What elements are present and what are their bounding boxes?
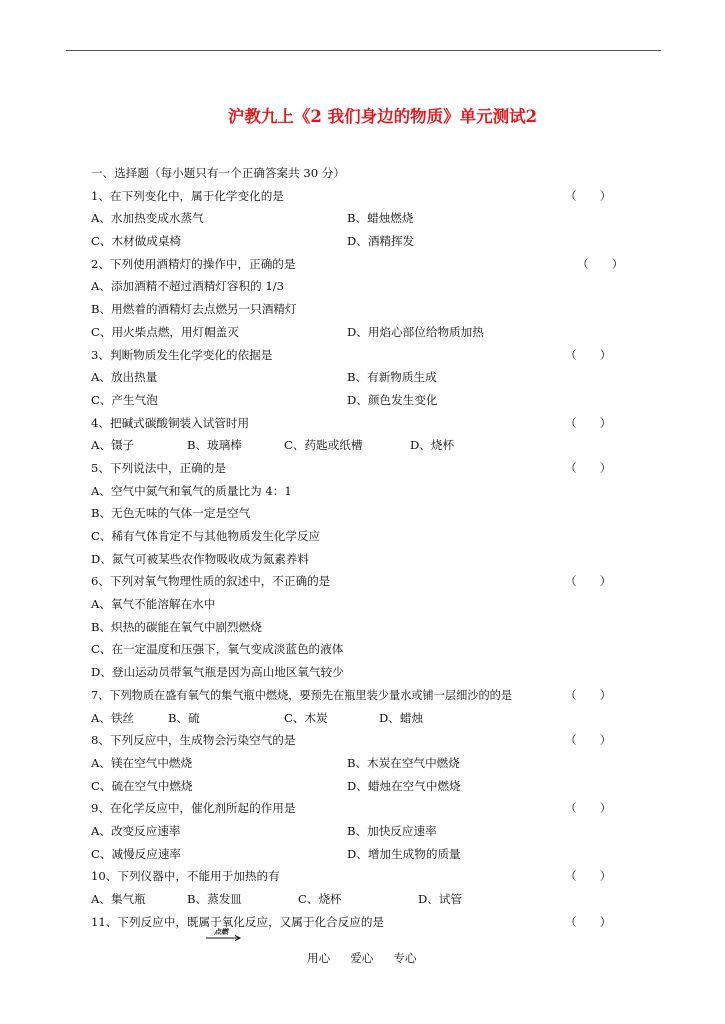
answer-blank: （ ）: [565, 574, 612, 589]
option: C、木炭: [284, 710, 328, 725]
footer-word: 专心: [393, 951, 417, 965]
arrow-condition-label: 点燃: [214, 928, 228, 936]
option: C、在一定温度和压强下，氧气变成淡蓝色的液体: [91, 642, 344, 657]
option: C、产生气泡: [91, 392, 158, 407]
option-row: [91, 366, 631, 389]
answer-blank: （ ）: [565, 733, 612, 748]
option: D、颜色发生变化: [347, 392, 438, 407]
answer-blank: （ ）: [565, 687, 612, 702]
option: A、添加酒精不超过酒精灯容积的 1/3: [91, 279, 285, 294]
option: B、炽热的碳能在氧气中剧烈燃烧: [91, 619, 262, 634]
option-row: [91, 775, 631, 798]
option-row: [91, 707, 631, 730]
question-stem: 8、下列反应中，生成物会污染空气的是 （ ）: [91, 729, 631, 752]
page-title: 沪教九上《2 我们身边的物质》单元测试2: [227, 107, 538, 126]
answer-blank: （ ）: [565, 188, 612, 203]
option-row: [91, 434, 631, 457]
answer-blank: （ ）: [565, 914, 612, 929]
option: A、集气瓶: [91, 892, 146, 906]
question-stem: 7、下列物质在盛有氧气的集气瓶中燃烧，要预先在瓶里装少量水或铺一层细沙的的是 （ ）: [91, 684, 631, 707]
option: D、增加生成物的质量: [347, 846, 461, 861]
question-stem: 2、下列使用酒精灯的操作中，正确的是 （ ）: [91, 253, 631, 276]
question-stem: 3、判断物质发生化学变化的依据是 （ ）: [91, 344, 631, 367]
question-stem: 1、在下列变化中，属于化学变化的是 （ ）: [91, 185, 631, 208]
answer-blank: （ ）: [565, 415, 612, 430]
option: D、酒精挥发: [347, 234, 415, 249]
page-footer: [307, 950, 437, 966]
option-row: [91, 888, 631, 911]
header-rule: [66, 50, 661, 51]
option: D、用焰心部位给物质加热: [347, 324, 484, 339]
option: A、氧气不能溶解在水中: [91, 597, 216, 612]
question-stem: 5、下列说法中，正确的是 （ ）: [91, 457, 631, 480]
option: D、烧杯: [410, 438, 455, 453]
option: C、药匙或纸槽: [284, 438, 363, 453]
option: A、空气中氮气和氧气的质量比为 4：1: [91, 483, 292, 498]
option-row: [91, 752, 631, 775]
option: D、蜡烛: [379, 710, 424, 725]
answer-blank: （ ）: [565, 869, 612, 884]
answer-blank: （ ）: [577, 256, 624, 271]
option: C、木材做成桌椅: [91, 234, 182, 249]
option-row: [91, 207, 631, 230]
option: C、减慢反应速率: [91, 846, 182, 861]
option-row: [91, 230, 631, 253]
section-heading: 一、选择题（每小题只有一个正确答案共 30 分）: [91, 166, 345, 180]
option: C、稀有气体肯定不与其他物质发生化学反应: [91, 529, 321, 543]
answer-blank: （ ）: [565, 347, 612, 362]
option: C、烧杯: [298, 892, 342, 906]
question-stem: 4、把碱式碳酸铜装入试管时用 （ ）: [91, 412, 631, 435]
option-row: [91, 820, 631, 843]
option: A、改变反应速率: [91, 823, 181, 838]
option: B、无色无味的气体一定是空气: [91, 506, 251, 521]
option: B、蒸发皿: [187, 892, 242, 906]
option: B、蜡烛燃烧: [347, 211, 414, 226]
option: C、硫在空气中燃烧: [91, 778, 193, 793]
footer-word: 爱心: [350, 951, 374, 965]
option: B、玻璃棒: [187, 438, 242, 453]
option: A、铁丝: [91, 710, 135, 725]
option: A、放出热量: [91, 370, 158, 385]
option: D、氮气可被某些农作物吸收成为氮素养料: [91, 551, 309, 566]
option: A、水加热变成水蒸气: [91, 211, 204, 226]
option: D、蜡烛在空气中燃烧: [347, 778, 461, 793]
option: C、用火柴点燃，用灯帽盖灭: [91, 324, 239, 339]
answer-blank: （ ）: [565, 460, 612, 475]
option: B、木炭在空气中燃烧: [347, 755, 460, 770]
option: D、试管: [418, 892, 463, 906]
option-row: [91, 321, 631, 344]
answer-blank: （ ）: [565, 801, 612, 816]
option: A、镊子: [91, 438, 135, 453]
option-row: [91, 389, 631, 412]
question-list: [91, 162, 631, 933]
option: D、登山运动员带氧气瓶是因为高山地区氧气较少: [91, 665, 344, 680]
option: A、镁在空气中燃烧: [91, 755, 193, 770]
question-stem: 10、下列仪器中，不能用于加热的有 （ ）: [91, 865, 631, 888]
option: B、用燃着的酒精灯去点燃另一只酒精灯: [91, 302, 297, 317]
option: B、有新物质生成: [347, 370, 437, 385]
option: B、加快反应速率: [347, 823, 437, 838]
question-stem: 11、下列反应中，既属于氧化反应，又属于化合反应的是 （ ）: [91, 911, 631, 934]
footer-word: 用心: [307, 951, 331, 965]
option: B、硫: [168, 710, 200, 725]
reaction-arrow-icon: [206, 927, 242, 941]
question-stem: 9、在化学反应中，催化剂所起的作用是 （ ）: [91, 797, 631, 820]
question-stem: 6、下列对氧气物理性质的叙述中，不正确的是 （ ）: [91, 570, 631, 593]
option-row: [91, 843, 631, 866]
